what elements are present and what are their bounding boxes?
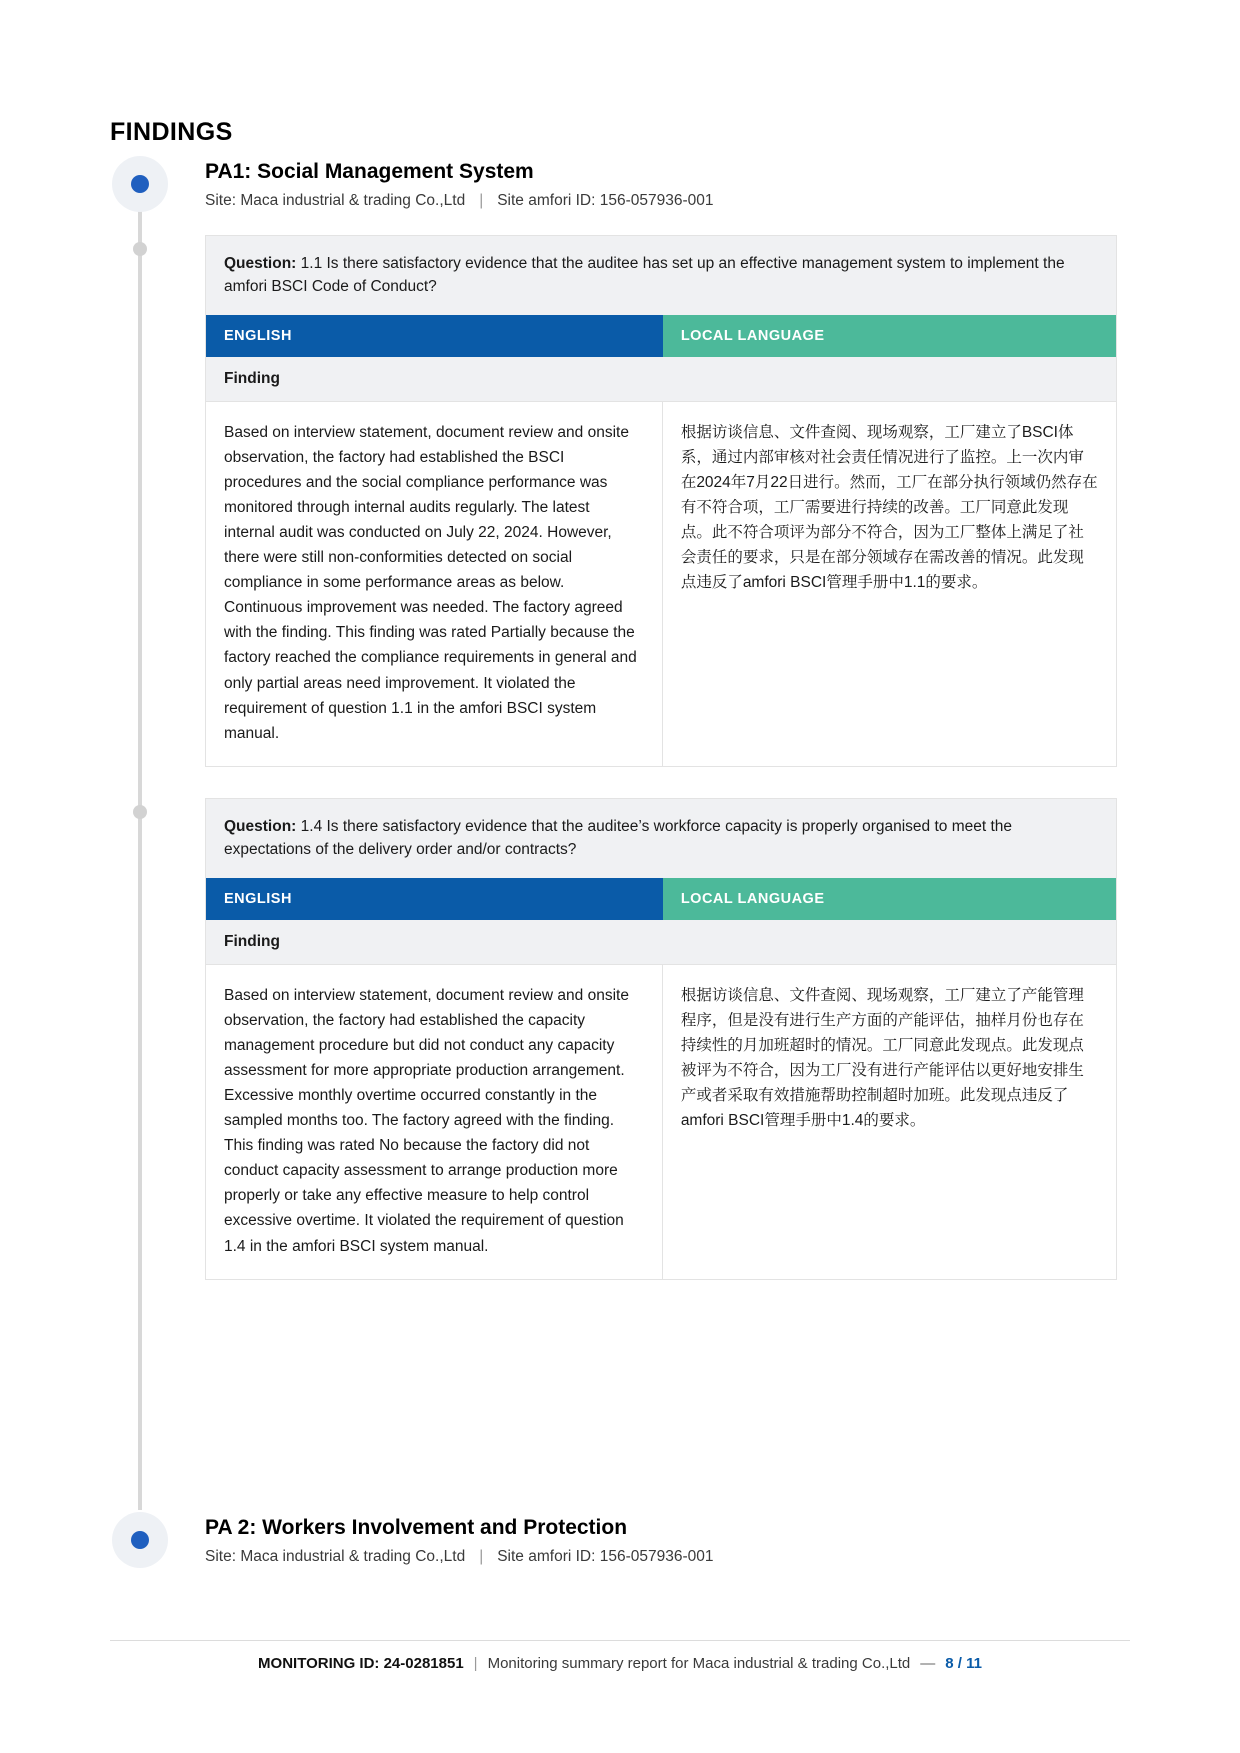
footer-monitoring-id: MONITORING ID: 24-0281851	[258, 1655, 464, 1672]
question-label-1-1: Question:	[224, 255, 301, 272]
timeline-node-question-2	[133, 805, 147, 819]
page-title: FINDINGS	[110, 118, 233, 146]
site-label-pa2: Site: Maca industrial & trading Co.,Ltd	[205, 1548, 466, 1565]
timeline-rail	[138, 190, 142, 1510]
finding-english-1-1: Based on interview statement, document review and onsite observation, the factory had established the BSCI procedures and the social compliance performance was monitored through internal audits regularly. The latest internal audit was conducted on July 22, 2024. However, there were still non-conformities detected on social compliance in some performance areas as below. Continuous improvement was needed. The factory agreed with the finding. This finding was rated Partially because the factory reached the compliance requirements in general and only partial areas need improvement. It violated the requirement of question 1.1 in the amfori BSCI system manual.	[206, 402, 663, 766]
footer-dash: —	[920, 1655, 936, 1672]
finding-label-1-1: Finding	[206, 357, 1116, 402]
question-block-1-4	[205, 798, 1117, 1280]
finding-local-1-1: 根据访谈信息、文件查阅、现场观察，工厂建立了BSCI体系，通过内部审核对社会责任情况进行了监控。上一次内审在2024年7月22日进行。然而，工厂在部分执行领域仍然存在有不符合项，工厂需要进行持续的改善。工厂同意此发现点。此不符合项评为部分不符合，因为工厂整体上满足了社会责任的要求，只是在部分领域存在需改善的情况。此发现点违反了amfori BSCI管理手册中1.1的要求。	[680, 423, 1098, 592]
finding-row-1-4	[206, 965, 1116, 1279]
section-title-pa1: PA1: Social Management System	[205, 160, 534, 183]
finding-row-1-1	[206, 402, 1116, 766]
footer-page-number: 8 / 11	[945, 1655, 982, 1672]
finding-local-1-4: 根据访谈信息、文件查阅、现场观察，工厂建立了产能管理程序，但是没有进行生产方面的产能评估，抽样月份也存在持续性的月加班超时的情况。工厂同意此发现点。此发现点被评为不符合，因为工厂没有进行产能评估以更好地安排生产或者采取有效措施帮助控制超时加班。此发现点违反了amfori BSCI管理手册中1.4的要求。	[680, 986, 1084, 1130]
column-header-english-1-1: ENGLISH	[206, 315, 663, 357]
timeline-node-dot-icon	[131, 1531, 149, 1549]
site-label-pa1: Site: Maca industrial & trading Co.,Ltd	[205, 192, 466, 209]
timeline-node-pa2	[112, 1512, 168, 1568]
footer-report-title: Monitoring summary report for Maca industrial & trading Co.,Ltd	[487, 1655, 911, 1672]
column-header-local-1-4: LOCAL LANGUAGE	[663, 878, 1116, 920]
language-header-row-1-4	[206, 878, 1116, 920]
timeline-node-dot-icon	[131, 175, 149, 193]
question-body-1-4: 1.4 Is there satisfactory evidence that the auditee’s workforce capacity is properly organised to meet the expectations of the delivery order and/or contracts?	[224, 818, 1013, 859]
site-id-pa2: Site amfori ID: 156-057936-001	[497, 1548, 714, 1565]
page-footer	[110, 1655, 1130, 1672]
question-block-1-1	[205, 235, 1117, 767]
question-label-1-4: Question:	[224, 818, 301, 835]
timeline-node-question-1	[133, 242, 147, 256]
footer-divider	[110, 1640, 1130, 1641]
finding-label-1-4: Finding	[206, 920, 1116, 965]
footer-separator: |	[473, 1655, 478, 1672]
section-meta-pa1	[205, 192, 714, 210]
column-header-english-1-4: ENGLISH	[206, 878, 663, 920]
question-body-1-1: 1.1 Is there satisfactory evidence that the auditee has set up an effective management system to implement the amfori BSCI Code of Conduct?	[224, 255, 1065, 296]
question-text-1-4	[206, 799, 1116, 878]
finding-english-1-4: Based on interview statement, document review and onsite observation, the factory had established the capacity management procedure but did not conduct any capacity assessment for more appropriate production arrangement. Excessive monthly overtime occurred constantly in the sampled months too. The factory agreed with the finding. This finding was rated No because the factory did not conduct capacity assessment to arrange production more properly or take any effective measure to help control excessive overtime. It violated the requirement of question 1.4 in the amfori BSCI system manual.	[206, 965, 663, 1279]
section-title-pa2: PA 2: Workers Involvement and Protection	[205, 1516, 628, 1539]
meta-separator: |	[479, 192, 484, 209]
question-text-1-1	[206, 236, 1116, 315]
timeline-node-pa1	[112, 156, 168, 212]
site-id-pa1: Site amfori ID: 156-057936-001	[497, 192, 714, 209]
meta-separator: |	[479, 1548, 484, 1565]
column-header-local-1-1: LOCAL LANGUAGE	[663, 315, 1116, 357]
language-header-row-1-1	[206, 315, 1116, 357]
section-meta-pa2	[205, 1548, 714, 1566]
